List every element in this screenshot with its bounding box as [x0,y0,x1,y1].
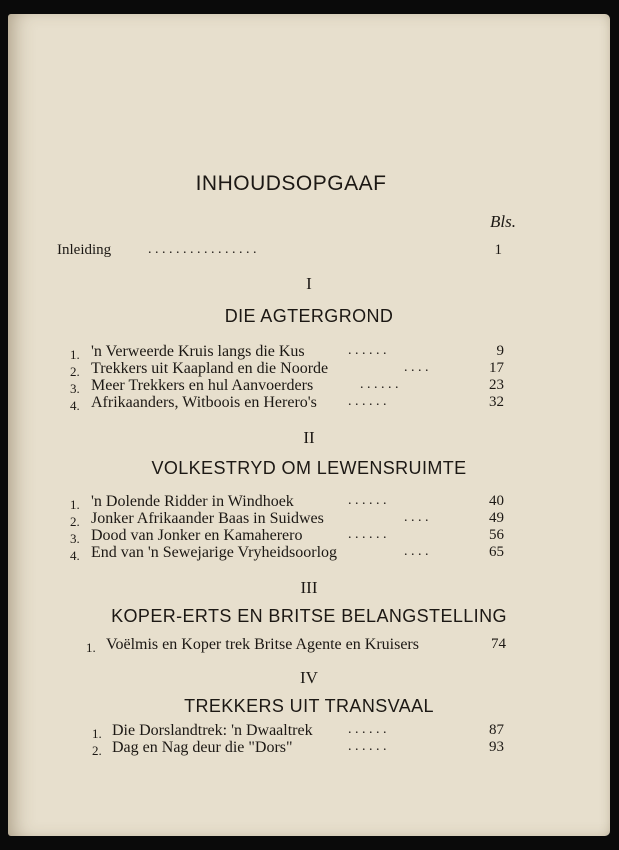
entry-title: Die Dorslandtrek: 'n Dwaaltrek [112,722,313,739]
entry-dots: . . . . [404,360,429,375]
entry-number: 4. [70,398,80,413]
entry-number: 4. [70,548,80,563]
page-column-header: Bls. [490,212,516,231]
entry-dots: . . . . . . [348,394,387,409]
entry-page: 65 [489,544,504,560]
entry-title: End van 'n Sewejarige Vryheidsoorlog [91,544,338,561]
entry-dots: . . . . . . [348,527,387,542]
toc-intro-page: 1 [494,242,502,258]
entry-dots: . . . . . . [348,493,387,508]
entry-title: 'n Verweerde Kruis langs die Kus [91,343,305,360]
entry-title: Jonker Afrikaander Baas in Suidwes [91,510,324,527]
entry-number: 3. [70,381,80,396]
entry-title: Voëlmis en Koper trek Britse Agente en Kruisers [106,636,419,653]
entry-title: Afrikaanders, Witboois en Herero's [91,394,317,411]
entry-title: 'n Dolende Ridder in Windhoek [91,493,294,510]
entry-number: 2. [70,364,80,379]
entry-number: 1. [86,640,96,655]
entry-page: 17 [489,360,504,376]
entry-number: 2. [92,743,102,758]
entry-page: 23 [489,377,504,393]
entry-dots: . . . . . . [360,377,399,392]
entry-page: 87 [489,722,504,738]
section-heading: TREKKERS UIT TRANSVAAL [184,696,434,716]
entry-number: 1. [70,347,80,362]
toc-intro-label: Inleiding [57,242,112,258]
toc-title: INHOUDSOPGAAF [195,172,387,195]
entry-number: 1. [70,497,80,512]
section-heading: KOPER-ERTS EN BRITSE BELANGSTELLING [111,606,507,626]
entry-page: 93 [489,739,504,755]
entry-number: 1. [92,726,102,741]
book-page [8,14,610,836]
section-heading: DIE AGTERGROND [224,306,394,326]
section-numeral: III [300,578,318,597]
entry-number: 2. [70,514,80,529]
entry-page: 9 [496,343,504,359]
entry-dots: . . . . . . [348,739,387,754]
entry-dots: . . . . [404,510,429,525]
entry-number: 3. [70,531,80,546]
entry-page: 56 [489,527,504,543]
toc-content [8,14,610,836]
entry-dots: . . . . [404,544,429,559]
entry-title: Trekkers uit Kaapland en die Noorde [91,360,329,377]
entry-page: 32 [489,394,504,410]
entry-page: 74 [491,636,506,652]
entry-dots: . . . . . . [348,722,387,737]
section-numeral: I [306,274,312,293]
entry-page: 40 [489,493,504,509]
entry-title: Dood van Jonker en Kamaherero [91,527,303,544]
entry-dots: . . . . . . [348,343,387,358]
entry-page: 49 [489,510,504,526]
entry-title: Meer Trekkers en hul Aanvoerders [91,377,314,394]
section-numeral: IV [300,668,318,687]
section-heading: VOLKESTRYD OM LEWENSRUIMTE [151,458,467,478]
section-numeral: II [303,428,315,447]
entry-title: Dag en Nag deur die "Dors" [112,739,293,756]
toc-intro-dots: . . . . . . . . . . . . . . . . [148,242,257,257]
